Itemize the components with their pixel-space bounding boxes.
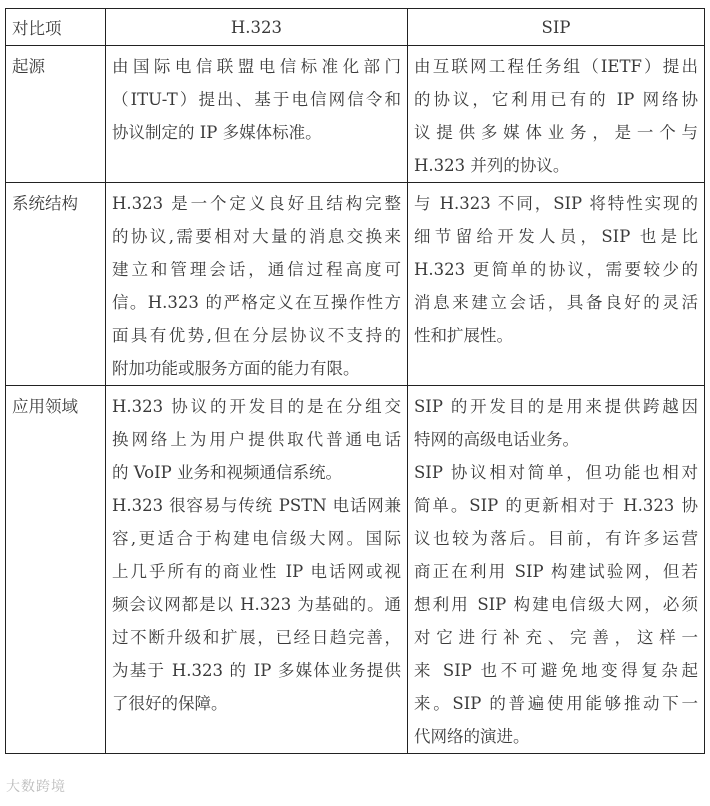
- text-line: 信。H.323 的严格定义在互操作性方: [112, 293, 401, 312]
- sip-cell: [408, 386, 705, 754]
- text-line: H.323 更简单的协议，需要较少的: [414, 260, 698, 279]
- h323-cell: [106, 183, 408, 386]
- text-line: SIP 协议相对简单，但功能也相对: [414, 463, 698, 482]
- h323-cell: [106, 386, 408, 754]
- sip-cell: [408, 46, 705, 183]
- text-line: 想利用 SIP 构建电信级大网，必须: [414, 595, 698, 614]
- text-line: 的 VoIP 业务和视频通信系统。: [112, 463, 342, 482]
- text-line: 与 H.323 不同，SIP 将特性实现的: [414, 194, 698, 213]
- text-line: （ITU-T）提出、基于电信网信令和: [112, 90, 401, 109]
- text-line: 议也较为落后。目前，有许多运营: [414, 529, 698, 548]
- text-line: 建立和管理会话，通信过程高度可: [112, 260, 401, 279]
- text-line: 代网络的演进。: [414, 727, 530, 746]
- text-line: H.323 协议的开发目的是在分组交: [112, 397, 401, 416]
- text-line: 来。SIP 的普遍使用能够推动下一: [414, 694, 698, 713]
- watermark-logo: 大数跨境: [6, 779, 66, 795]
- text-line: 由互联网工程任务组（IETF）提出: [414, 57, 698, 76]
- table-row: [6, 46, 705, 183]
- row-label-text: 起源: [12, 57, 45, 76]
- text-line: 容,更适合于构建电信级大网。国际: [112, 529, 401, 548]
- text-line: 由国际电信联盟电信标准化部门: [112, 57, 401, 76]
- text-line: 消息来建立会话，具备良好的灵活: [414, 293, 698, 312]
- header-sip: SIP: [408, 9, 705, 46]
- text-line: 了很好的保障。: [112, 694, 228, 713]
- comparison-table: [5, 8, 705, 754]
- text-line: 特网的高级电话业务。: [414, 430, 579, 449]
- header-item: 对比项: [6, 9, 106, 46]
- row-label: [6, 386, 106, 754]
- h323-cell: [106, 46, 408, 183]
- text-line: 协议制定的 IP 多媒体标准。: [112, 123, 322, 142]
- text-line: 商正在利用 SIP 构建试验网，但若: [414, 562, 698, 581]
- text-line: 过不断升级和扩展，已经日趋完善，: [112, 628, 401, 647]
- text-line: 上几乎所有的商业性 IP 电话网或视: [112, 562, 401, 581]
- text-line: 的协议,需要相对大量的消息交换来: [112, 227, 401, 246]
- header-row: [6, 9, 705, 46]
- table-row: [6, 183, 705, 386]
- text-line: H.323 并列的协议。: [414, 156, 570, 175]
- sip-cell: [408, 183, 705, 386]
- text-line: 频会议网都是以 H.323 为基础的。通: [112, 595, 401, 614]
- text-line: 来 SIP 也不可避免地变得复杂起: [414, 661, 698, 680]
- text-line: 附加功能或服务方面的能力有限。: [112, 359, 360, 378]
- text-line: 对它进行补充、完善，这样一: [414, 628, 698, 647]
- text-line: 性和扩展性。: [414, 326, 513, 345]
- text-line: 议提供多媒体业务，是一个与: [414, 123, 698, 142]
- table-row: [6, 386, 705, 754]
- text-line: 为基于 H.323 的 IP 多媒体业务提供: [112, 661, 401, 680]
- text-line: 细节留给开发人员，SIP 也是比: [414, 227, 698, 246]
- row-label-text: 应用领域: [12, 397, 78, 416]
- text-line: 的协议，它利用已有的 IP 网络协: [414, 90, 698, 109]
- row-label: [6, 183, 106, 386]
- row-label: [6, 46, 106, 183]
- text-line: 简单。SIP 的更新相对于 H.323 协: [414, 496, 698, 515]
- header-h323: H.323: [106, 9, 408, 46]
- text-line: H.323 是一个定义良好且结构完整: [112, 194, 401, 213]
- text-line: H.323 很容易与传统 PSTN 电话网兼: [112, 496, 401, 515]
- text-line: SIP 的开发目的是用来提供跨越因: [414, 397, 698, 416]
- text-line: 面具有优势,但在分层协议不支持的: [112, 326, 401, 345]
- row-label-text: 系统结构: [12, 194, 78, 213]
- text-line: 换网络上为用户提供取代普通电话: [112, 430, 401, 449]
